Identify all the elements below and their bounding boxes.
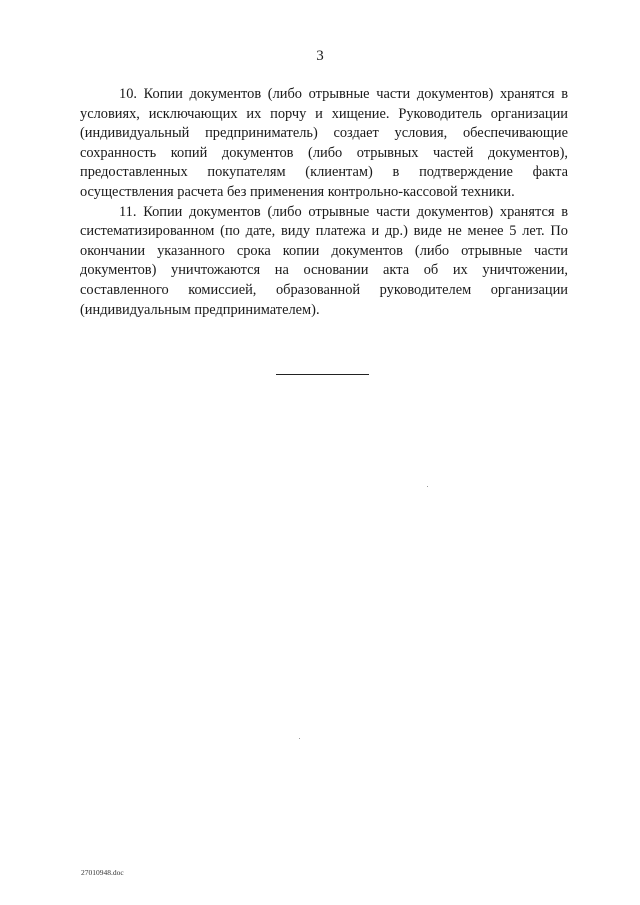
document-body [80,85,568,320]
paragraph-11: 11. Копии документов (либо отрывные части документов) хранятся в систематизированном (по дате, виду платежа и др.) виде не менее 5 лет. По окончании указанного срока копии документов (либо отрывные части документов) уничтожаются на основании акта об их уничтожении, составленного комиссией, образованной руководителем организации (индивидуальным предпринимателем). [80,203,568,318]
end-of-text-divider [276,374,369,375]
scan-speck [427,486,428,487]
page-number: 3 [316,48,324,64]
paragraph-10: 10. Копии документов (либо отрывные части документов) хранятся в условиях, исключающих их порчу и хищение. Руководитель организации (индивидуальный предприниматель) создает условия, обеспечивающие сохранность копий документов (либо отрывных частей документов), предоставленных покупателям (клиентам) в подтверждение факта осуществления расчета без применения контрольно-кассовой техники. [80,86,568,200]
footer-filename: 27010948.doc [81,868,124,877]
scan-speck [299,738,300,739]
